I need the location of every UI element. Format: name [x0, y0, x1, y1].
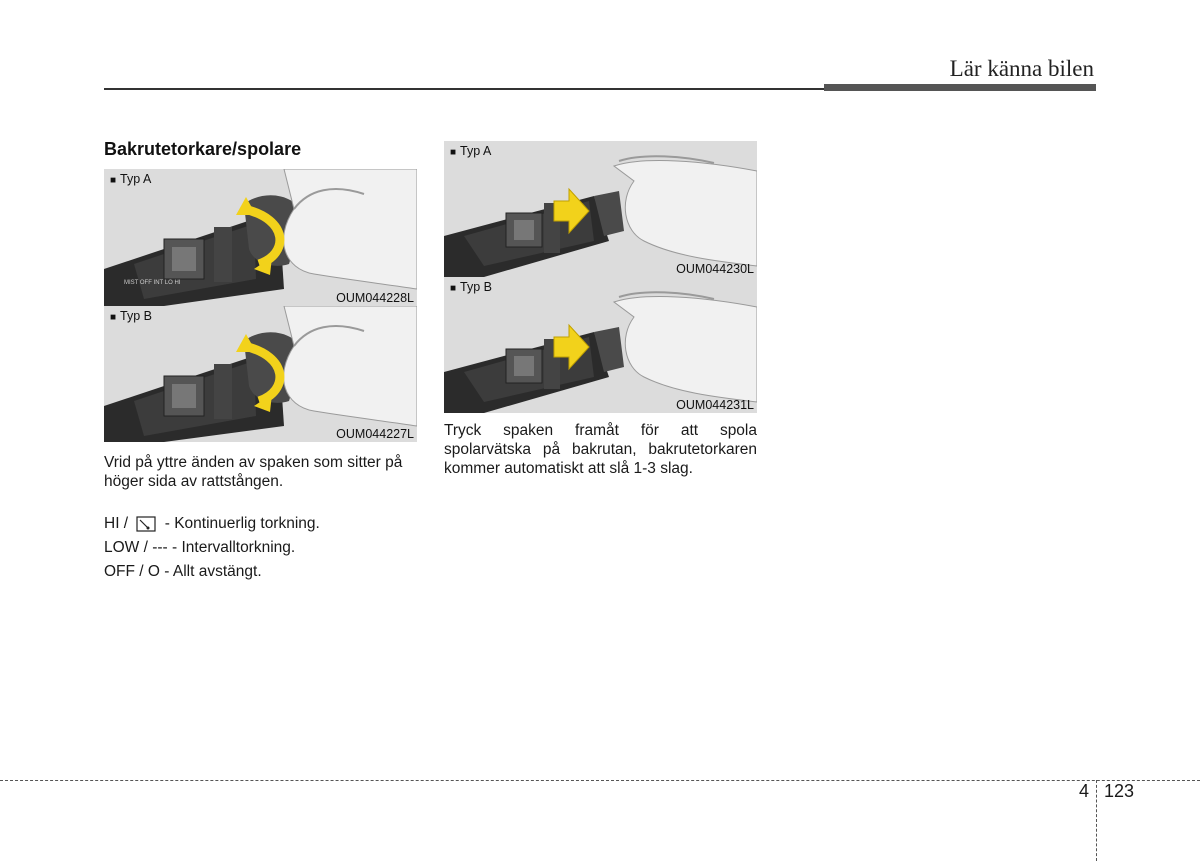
chapter-title: Lär känna bilen	[949, 56, 1094, 81]
figure-rotate-typ-b	[104, 306, 417, 442]
figure-code: OUM044228L	[336, 291, 414, 305]
instruction-push: Tryck spaken framåt för att spola spolarvätska på bakrutan, bakrutetorkaren kommer automatiskt att slå 1-3 slag.	[444, 422, 757, 477]
chapter-number: 4	[1079, 781, 1090, 801]
figure-type-label: ■ Typ B	[450, 280, 493, 294]
footer-vertical-divider	[1096, 780, 1097, 861]
page-number: 123	[1104, 781, 1135, 801]
header-rule-accent	[824, 84, 1096, 91]
stalk-push-illustration	[444, 141, 757, 277]
figure-type-label: ■ Typ A	[110, 172, 152, 186]
section-heading: Bakrutetorkare/spolare	[104, 139, 302, 159]
figure-code: OUM044227L	[336, 427, 414, 441]
legend-hi-prefix: HI /	[104, 515, 129, 532]
figure-code: OUM044230L	[676, 262, 754, 276]
stalk-push-illustration	[444, 277, 757, 413]
legend-hi	[104, 515, 320, 533]
header-rule	[104, 88, 824, 90]
legend-low: LOW / --- - Intervalltorkning.	[104, 539, 296, 556]
stalk-rotate-illustration	[104, 169, 417, 306]
stalk-rotate-illustration	[104, 306, 417, 442]
svg-text:MIST OFF INT LO HI: MIST OFF INT LO HI	[124, 280, 181, 286]
figure-type-label: ■ Typ B	[110, 309, 153, 323]
footer-divider	[0, 780, 1200, 781]
legend-hi-desc: - Kontinuerlig torkning.	[164, 515, 320, 532]
figure-code: OUM044231L	[676, 398, 754, 412]
figure-type-label: ■ Typ A	[450, 144, 492, 158]
instruction-rotate: Vrid på yttre änden av spaken som sitter på höger sida av rattstången.	[104, 454, 403, 490]
figure-push-typ-b	[444, 277, 757, 413]
legend-off: OFF / O - Allt avstängt.	[104, 563, 262, 580]
figure-rotate-typ-a	[104, 169, 417, 306]
figure-push-typ-a	[444, 141, 757, 277]
rear-wiper-icon	[136, 516, 156, 532]
